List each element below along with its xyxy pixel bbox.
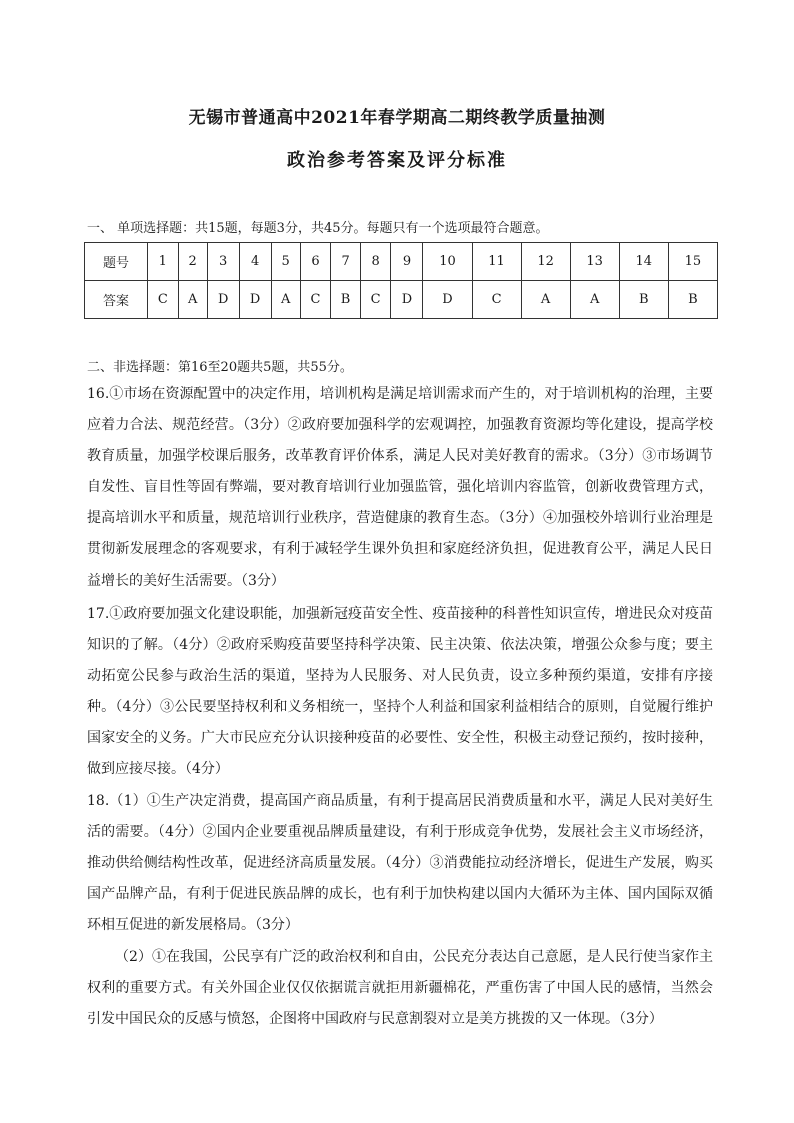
question-number-row: [85, 243, 718, 281]
answer-cell: C: [360, 281, 391, 319]
answer-cell: C: [300, 281, 331, 319]
number-cell: 6: [300, 243, 331, 281]
document-title: 无锡市普通高中2021年春学期高二期终教学质量抽测: [188, 108, 606, 128]
number-cell: 2: [178, 243, 207, 281]
number-cell: 3: [207, 243, 239, 281]
answer-table: [84, 242, 718, 319]
number-cell: 5: [271, 243, 300, 281]
number-cell: 11: [472, 243, 521, 281]
answer-18-part2: （2）①在我国，公民享有广泛的政治权利和自由，公民充分表达自己意愿，是人民行使当家作主权利的重要方式。有关外国企业仅仅依据谎言就拒用新疆棉花，严重伤害了中国人民的感情，当然会引发中国民众的反感与愤怒，企图将中国政府与民意割裂对立是美方挑拨的又一体现。（3分）: [87, 949, 713, 1028]
answer-cell: A: [271, 281, 300, 319]
number-cell: 1: [148, 243, 179, 281]
number-cell: 14: [619, 243, 668, 281]
row-label-answer: 答案: [85, 281, 148, 319]
answer-cell: D: [423, 281, 472, 319]
answer-cell: D: [207, 281, 239, 319]
answer-cell: A: [521, 281, 570, 319]
section2-heading: 二、非选择题：第16至20题共5题，共55分。: [87, 360, 353, 375]
answer-cell: B: [668, 281, 717, 319]
number-cell: 4: [239, 243, 271, 281]
answer-cell: D: [239, 281, 271, 319]
answer-17: 17.①政府要加强文化建设职能，加强新冠疫苗安全性、疫苗接种的科普性知识宣传，增进民众对疫苗知识的了解。（4分）②政府采购疫苗要坚持科学决策、民主决策、依法决策，增强公众参与度；要主动拓宽公民参与政治生活的渠道，坚持为人民服务、对人民负责，设立多种预约渠道，安排有序接种。（4分）③公民要坚持权利和义务相统一，坚持个人利益和国家利益相结合的原则，自觉履行维护国家安全的义务。广大市民应充分认识接种疫苗的必要性、安全性，积极主动登记预约，按时接种，做到应接尽接。（4分）: [87, 606, 713, 778]
document-subtitle: 政治参考答案及评分标准: [287, 150, 507, 171]
answer-cell: D: [391, 281, 423, 319]
answer-row: [85, 281, 718, 319]
answer-cell: B: [331, 281, 361, 319]
number-cell: 15: [668, 243, 717, 281]
row-label-number: 题号: [85, 243, 148, 281]
number-cell: 13: [570, 243, 619, 281]
number-cell: 9: [391, 243, 423, 281]
answer-18-part1: 18.（1）①生产决定消费，提高国产商品质量，有利于提高居民消费质量和水平，满足人民对美好生活的需要。（4分）②国内企业要重视品牌质量建设，有利于形成竞争优势，发展社会主义市场经济，推动供给侧结构性改革，促进经济高质量发展。（4分）③消费能拉动经济增长，促进生产发展，购买国产品牌产品，有利于促进民族品牌的成长，也有利于加快构建以国内大循环为主体、国内国际双循环相互促进的新发展格局。（3分）: [87, 793, 713, 934]
answer-cell: C: [148, 281, 179, 319]
section1-heading: 一、 单项选择题：共15题，每题3分，共45分。每题只有一个选项最符合题意。: [87, 221, 549, 236]
number-cell: 8: [360, 243, 391, 281]
number-cell: 12: [521, 243, 570, 281]
answer-cell: A: [570, 281, 619, 319]
answer-cell: B: [619, 281, 668, 319]
number-cell: 10: [423, 243, 472, 281]
answer-16: 16.①市场在资源配置中的决定作用，培训机构是满足培训需求而产生的，对于培训机构的治理，主要应着力合法、规范经营。（3分）②政府要加强科学的宏观调控，加强教育资源均等化建设，提高学校教育质量，加强学校课后服务，改革教育评价体系，满足人民对美好教育的需求。（3分）③市场调节自发性、盲目性等固有弊端，要对教育培训行业加强监管，强化培训内容监管，创新收费管理方式，提高培训水平和质量，规范培训行业秩序，营造健康的教育生态。（3分）④加强校外培训行业治理是贯彻新发展理念的客观要求，有利于减轻学生课外负担和家庭经济负担，促进教育公平，满足人民日益增长的美好生活需要。（3分）: [87, 386, 713, 589]
number-cell: 7: [331, 243, 361, 281]
answer-cell: A: [178, 281, 207, 319]
answer-cell: C: [472, 281, 521, 319]
